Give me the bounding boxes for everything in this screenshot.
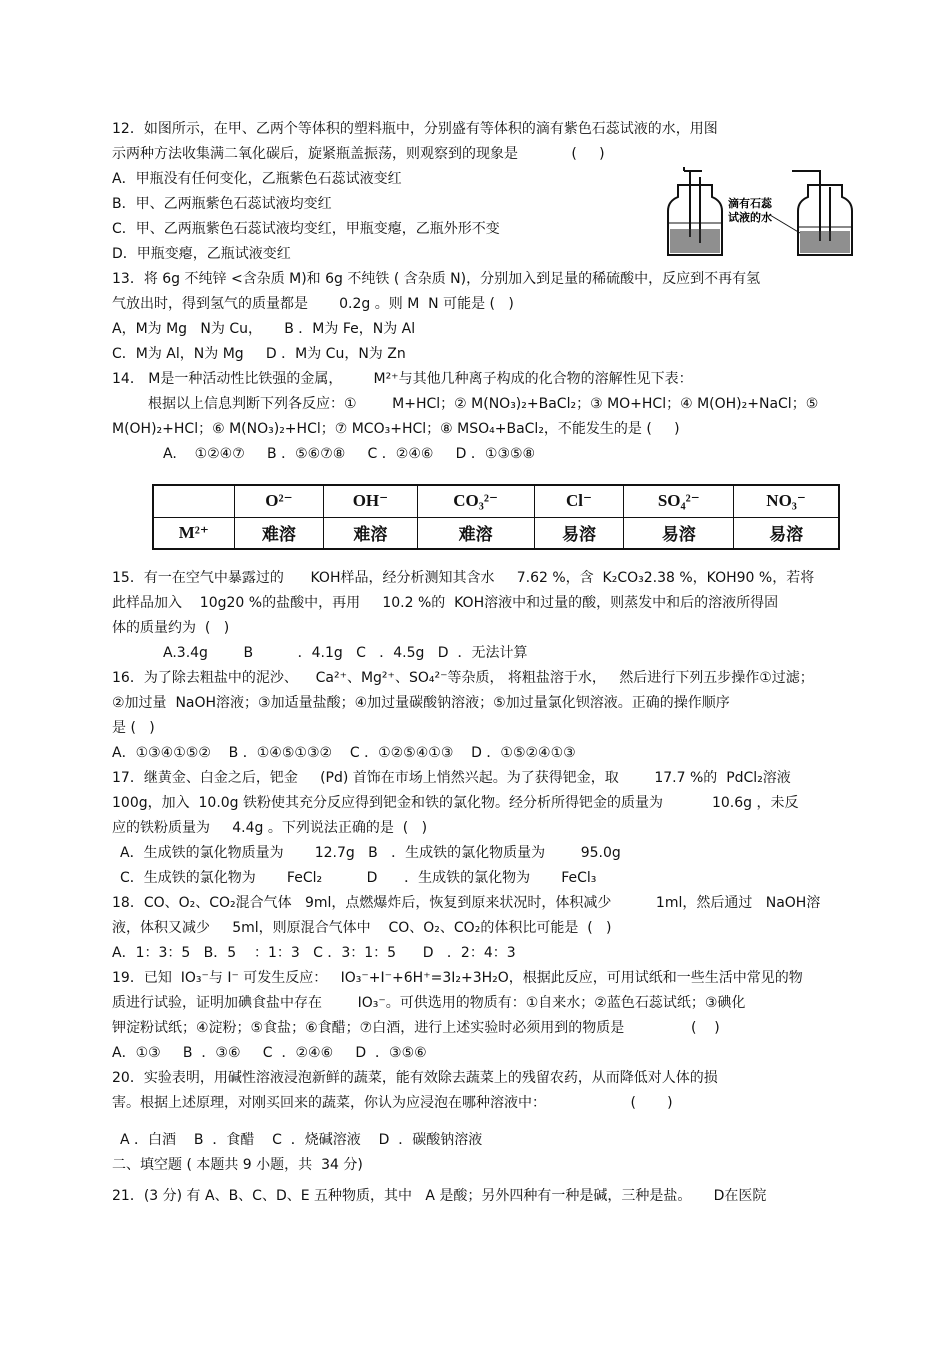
q17-line-1: 17．继黄金、白金之后，钯金 (Pd) 首饰在市场上悄然兴起。为了获得钯金，取 17.7 %的 PdCl₂溶液 <box>112 770 791 786</box>
q13-options-ab: A，M为 Mg N为 Cu， B ．M为 Fe，N为 Al <box>112 321 416 337</box>
q13-options-cd: C．M为 Al，N为 Mg D ．M为 Cu，N为 Zn <box>112 346 406 362</box>
q12-option-a: A．甲瓶没有任何变化，乙瓶紫色石蕊试液变红 <box>112 171 402 187</box>
q12-line-2: 示两种方法收集满二氧化碳后，旋紧瓶盖振荡，则观察到的现象是 ( ) <box>112 146 605 162</box>
figure-label-2: 试液的水 <box>728 211 772 224</box>
q13-line-1: 13．将 6g 不纯锌 <含杂质 M)和 6g 不纯铁 ( 含杂质 N)，分别加入到足量的稀硫酸中，反应到不再有氢 <box>112 271 761 287</box>
q13-line-2: 气放出时，得到氢气的质量都是 0.2g 。则 M N 可能是 ( ) <box>112 296 514 312</box>
q17-options-ab: A．生成铁的氯化物质量为 12.7g B ．生成铁的氯化物质量为 95.0g <box>120 845 621 861</box>
q14-line-1: 14． M是一种活动性比铁强的金属， M²⁺与其他几种离子构成的化合物的溶解性见下表： <box>112 371 693 387</box>
table-header-cell: NO₃⁻ <box>734 485 839 517</box>
q12-line-1: 12．如图所示，在甲、乙两个等体积的塑料瓶中，分别盛有等体积的滴有紫色石蕊试液的水，用图 <box>112 121 718 137</box>
q21-line-1: 21．(3 分) 有 A、B、C、D、E 五种物质，其中 A 是酸；另外四种有一种是碱，三种是盐。 D在医院 <box>112 1188 767 1204</box>
table-cell: 难溶 <box>417 517 534 549</box>
q16-line-1: 16．为了除去粗盐中的泥沙、 Ca²⁺、Mg²⁺、SO₄²⁻等杂质， 将粗盐溶于水， 然后进行下列五步操作①过滤； <box>112 670 814 686</box>
table-header-cell: Cl⁻ <box>534 485 624 517</box>
table-header-cell: O²⁻ <box>234 485 324 517</box>
q18-options: A．1：3：5 B．5 ：1：3 C ．3：1：5 D ．2：4：3 <box>112 945 516 961</box>
table-cell: 难溶 <box>324 517 417 549</box>
q17-line-3: 应的铁粉质量为 4.4g 。下列说法正确的是 ( ) <box>112 820 428 836</box>
table-row <box>153 517 839 549</box>
q12-option-b: B．甲、乙两瓶紫色石蕊试液均变红 <box>112 196 332 212</box>
q15-options: A.3.4g B ．4.1g C ．4.5g D ．无法计算 <box>163 645 528 661</box>
solubility-table <box>152 484 840 550</box>
q12-option-c: C．甲、乙两瓶紫色石蕊试液均变红，甲瓶变瘪，乙瓶外形不变 <box>112 221 500 237</box>
q20-options: A ．白酒 B ．食醋 C ．烧碱溶液 D ．碳酸钠溶液 <box>120 1132 483 1148</box>
q16-options: A．①③④①⑤② B ．①④⑤①③② C ．①②⑤④①③ D ．①⑤②④①③ <box>112 745 576 761</box>
q18-line-1: 18．CO、O₂、CO₂混合气体 9ml，点燃爆炸后，恢复到原来状况时，体积减少 1ml，然后通过 NaOH溶 <box>112 895 821 911</box>
table-cell: 难溶 <box>234 517 324 549</box>
q17-options-cd: C．生成铁的氯化物为 FeCl₂ D ．生成铁的氯化物为 FeCl₃ <box>120 870 597 886</box>
q20-line-2: 害。根据上述原理，对刚买回来的蔬菜，你认为应浸泡在哪种溶液中： ( ) <box>112 1095 673 1111</box>
q14-line-3: M(OH)₂+HCl；⑥ M(NO₃)₂+HCl；⑦ MCO₃+HCl；⑧ MSO₄+BaCl₂，不能发生的是 ( ) <box>112 421 680 437</box>
table-header-row <box>153 485 839 517</box>
figure-label-1: 滴有石蕊 <box>728 197 772 210</box>
q18-line-2: 液，体积又减少 5ml，则原混合气体中 CO、O₂、CO₂的体积比可能是 ( ) <box>112 920 612 936</box>
table-header-cell: SO₄²⁻ <box>624 485 734 517</box>
q19-options: A．①③ B ．③⑥ C ．②④⑥ D ．③⑤⑥ <box>112 1045 427 1061</box>
table-cell: 易溶 <box>534 517 624 549</box>
q17-line-2: 100g，加入 10.0g 铁粉使其充分反应得到钯金和铁的氯化物。经分析所得钯金的质量为 10.6g ，未反 <box>112 795 799 811</box>
q14-line-2: 根据以上信息判断下列各反应：① M+HCl；② M(NO₃)₂+BaCl₂；③ MO+HCl；④ M(OH)₂+NaCl；⑤ <box>148 396 819 412</box>
q16-line-3: 是 ( ) <box>112 720 155 736</box>
q19-line-1: 19．已知 IO₃⁻与 I⁻ 可发生反应： IO₃⁻+I⁻+6H⁺=3I₂+3H₂O，根据此反应，可用试纸和一些生活中常见的物 <box>112 970 803 986</box>
q12-option-d: D．甲瓶变瘪，乙瓶试液变红 <box>112 246 291 262</box>
q15-line-1: 15．有一在空气中暴露过的 KOH样品，经分析测知其含水 7.62 %，含 K₂CO₃2.38 %，KOH90 %，若将 <box>112 570 815 586</box>
q19-line-2: 质进行试验，证明加碘食盐中存在 IO₃⁻。可供选用的物质有：①自来水；②蓝色石蕊试纸；③碘化 <box>112 995 746 1011</box>
bottles-figure <box>660 167 860 259</box>
table-row-label: M²⁺ <box>153 517 234 549</box>
q20-line-1: 20．实验表明，用碱性溶液浸泡新鲜的蔬菜，能有效除去蔬菜上的残留农药，从而降低对人体的损 <box>112 1070 718 1086</box>
q15-line-3: 体的质量约为 ( ) <box>112 620 230 636</box>
table-header-cell <box>153 485 234 517</box>
q14-options: A. ①②④⑦ B ．⑤⑥⑦⑧ C ．②④⑥ D ．①③⑤⑧ <box>163 446 536 462</box>
table-header-cell: CO₃²⁻ <box>417 485 534 517</box>
q16-line-2: ②加过量 NaOH溶液；③加适量盐酸；④加过量碳酸钠溶液；⑤加过量氯化钡溶液。正确的操作顺序 <box>112 695 730 711</box>
table-cell: 易溶 <box>734 517 839 549</box>
section-heading: 二、填空题 ( 本题共 9 小题，共 34 分) <box>112 1157 363 1173</box>
q15-line-2: 此样品加入 10g20 %的盐酸中，再用 10.2 %的 KOH溶液中和过量的酸，则蒸发中和后的溶液所得固 <box>112 595 779 611</box>
table-cell: 易溶 <box>624 517 734 549</box>
q19-line-3: 钾淀粉试纸；④淀粉；⑤食盐；⑥食醋；⑦白酒，进行上述实验时必须用到的物质是 ( ) <box>112 1020 720 1036</box>
table-header-cell: OH⁻ <box>324 485 417 517</box>
